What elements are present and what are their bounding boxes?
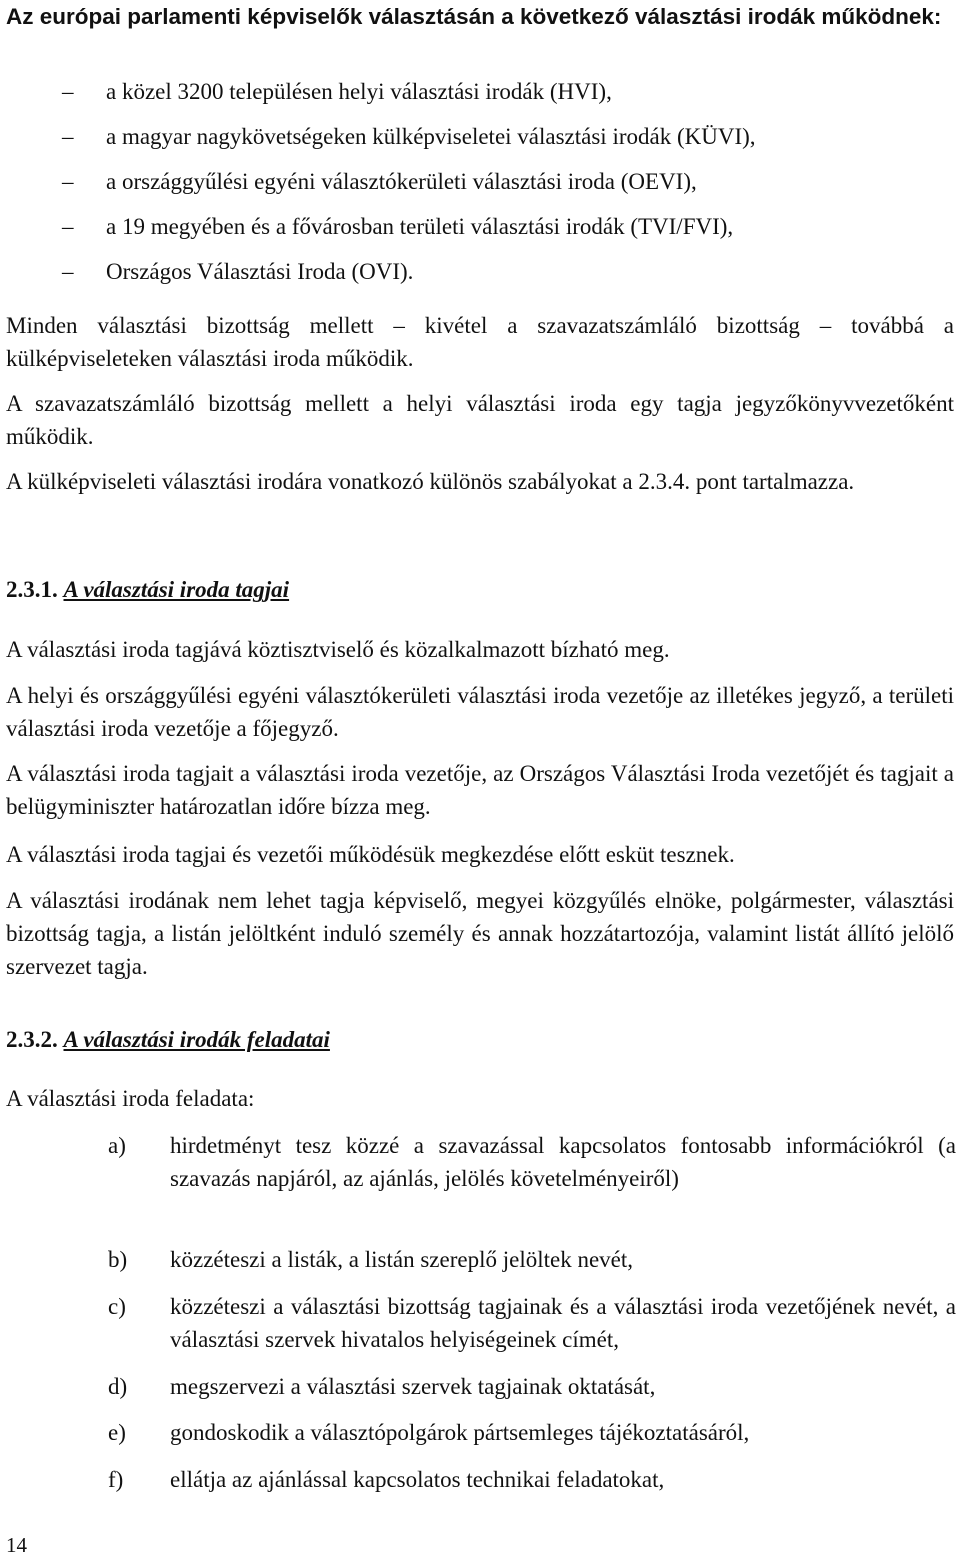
section-title: A választási irodák feladatai xyxy=(63,1027,330,1052)
paragraph: A választási iroda tagjává köztisztviselő és közalkalmazott bízható meg. xyxy=(6,637,670,662)
list-item xyxy=(108,1243,956,1276)
paragraph: A választási irodának nem lehet tagja képviselő, megyei közgyűlés elnöke, polgármester, választási bizottság tagja, a listán jelöltként induló személy és annak hozzátartozója, valamint listát állító jelölő szervezet tagja. xyxy=(6,888,954,979)
dash-marker: – xyxy=(62,124,74,149)
section-heading xyxy=(6,575,289,605)
dash-list-item xyxy=(62,122,942,152)
list-item xyxy=(108,1370,956,1403)
list-item-text: hirdetményt tesz közzé a szavazással kapcsolatos fontosabb információkról (a szavazás napjáról, az ajánlás, jelölés követelményeiről) xyxy=(170,1133,956,1191)
list-item-text: közzéteszi a választási bizottság tagjainak és a választási iroda vezetőjének nevét, a választási szervek hivatalos helyiségeinek címét, xyxy=(170,1294,956,1352)
list-item xyxy=(108,1129,956,1195)
dash-marker: – xyxy=(62,79,74,104)
list-marker: d) xyxy=(108,1374,128,1399)
dash-list-item-text: a 19 megyében és a fővárosban területi választási irodák (TVI/FVI), xyxy=(106,214,734,239)
section-title: A választási iroda tagjai xyxy=(63,577,290,602)
page-number: 14 xyxy=(6,1533,27,1557)
dash-list-item-text: a közel 3200 településen helyi választási irodák (HVI), xyxy=(106,79,612,104)
list-marker: c) xyxy=(108,1294,126,1319)
list-item xyxy=(108,1290,956,1356)
list-marker: a) xyxy=(108,1133,126,1158)
paragraph: A külképviseleti választási irodára vonatkozó különös szabályokat a 2.3.4. pont tartalmazza. xyxy=(6,469,855,494)
list-item xyxy=(108,1463,956,1496)
paragraph: A választási iroda tagjai és vezetői működésük megkezdése előtt esküt tesznek. xyxy=(6,842,735,867)
list-item-text: ellátja az ajánlással kapcsolatos technikai feladatokat, xyxy=(170,1467,665,1492)
dash-list-item xyxy=(62,77,942,107)
paragraph: A választási iroda feladata: xyxy=(6,1086,255,1111)
section-number: 2.3.1. xyxy=(6,577,58,602)
list-marker: e) xyxy=(108,1420,126,1445)
dash-list-item xyxy=(62,167,942,197)
section-heading xyxy=(6,1025,330,1055)
paragraph: A szavazatszámláló bizottság mellett a helyi választási iroda egy tagja jegyzőkönyvvezetőként működik. xyxy=(6,391,954,449)
list-item-text: gondoskodik a választópolgárok pártsemleges tájékoztatásáról, xyxy=(170,1420,750,1445)
dash-marker: – xyxy=(62,169,74,194)
dash-list-item xyxy=(62,257,942,287)
page-heading: Az európai parlamenti képviselők választásán a következő választási irodák működnek: xyxy=(6,4,942,29)
list-marker: b) xyxy=(108,1247,128,1272)
dash-list-item xyxy=(62,212,942,242)
section-number: 2.3.2. xyxy=(6,1027,58,1052)
dash-list-item-text: Országos Választási Iroda (OVI). xyxy=(106,259,414,284)
dash-marker: – xyxy=(62,259,74,284)
paragraph: A választási iroda tagjait a választási iroda vezetője, az Országos Választási Iroda vezetőjét és tagjait a belügyminiszter határozatlan időre bízza meg. xyxy=(6,761,954,819)
list-item-text: közzéteszi a listák, a listán szereplő jelöltek nevét, xyxy=(170,1247,634,1272)
list-item xyxy=(108,1416,956,1449)
paragraph: A helyi és országgyűlési egyéni választókerületi választási iroda vezetője az illetékes jegyző, a területi választási iroda vezetője a főjegyző. xyxy=(6,683,954,741)
list-item-text: megszervezi a választási szervek tagjainak oktatását, xyxy=(170,1374,656,1399)
dash-marker: – xyxy=(62,214,74,239)
dash-list-item-text: a országgyűlési egyéni választókerületi választási iroda (OEVI), xyxy=(106,169,697,194)
paragraph: Minden választási bizottság mellett – kivétel a szavazatszámláló bizottság – továbbá a külképviseleteken választási iroda működik. xyxy=(6,313,954,371)
list-marker: f) xyxy=(108,1467,124,1492)
dash-list-item-text: a magyar nagykövetségeken külképviseletei választási irodák (KÜVI), xyxy=(106,124,756,149)
